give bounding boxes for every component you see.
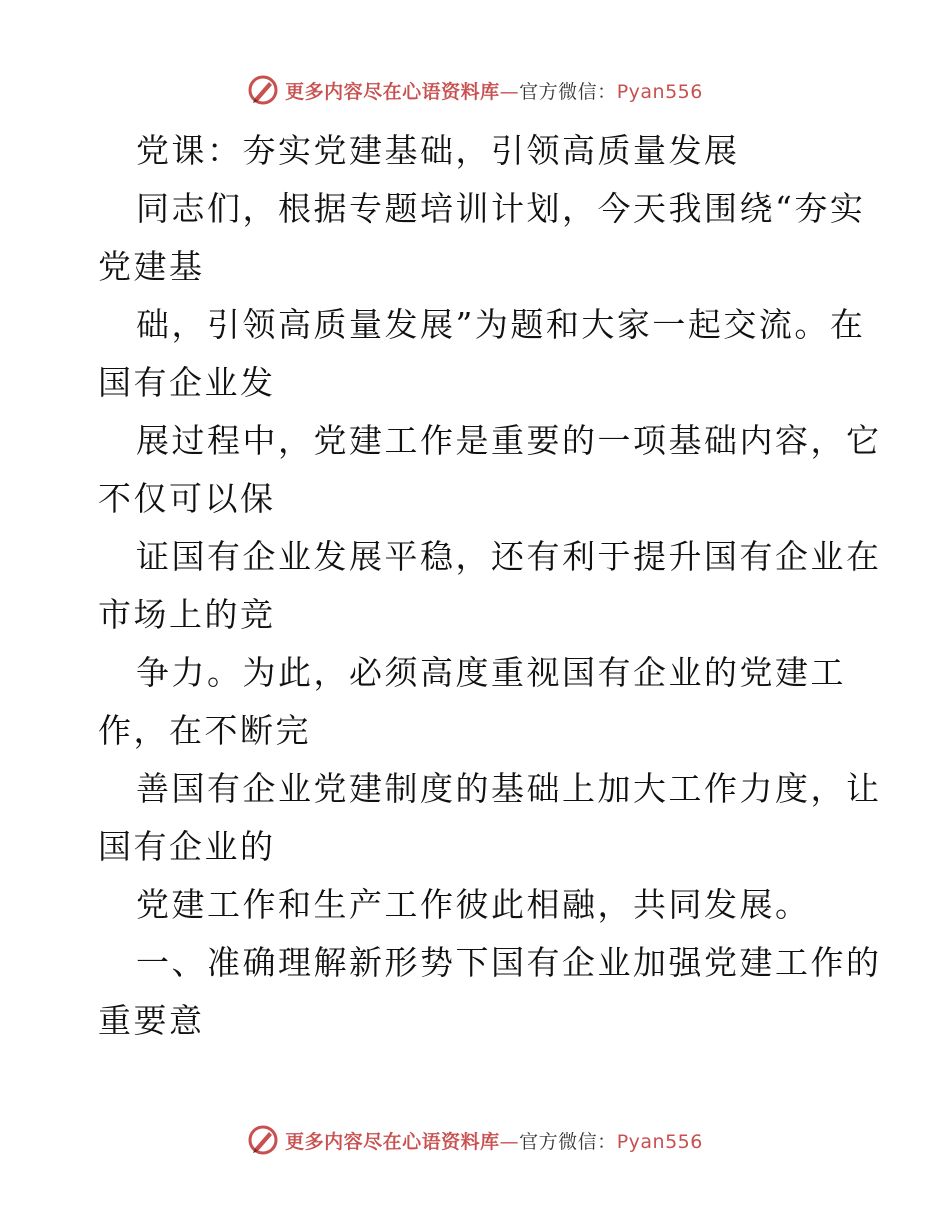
- paragraph-line: 展过程中，党建工作是重要的一项基础内容，它: [136, 421, 882, 460]
- paragraph-line: 证国有企业发展平稳，还有利于提升国有企业在: [136, 537, 882, 576]
- document-title: 党课：夯实党建基础，引领高质量发展: [136, 131, 740, 170]
- paragraph-line: 国有企业发: [98, 363, 276, 402]
- paragraph-line: 市场上的竞: [98, 595, 276, 634]
- watermark-wechat-id: Pyan556: [616, 80, 703, 103]
- paragraph-line: 党建工作和生产工作彼此相融，共同发展。: [136, 885, 811, 924]
- paragraph-line: 同志们，根据专题培训计划，今天我围绕“夯实: [136, 189, 866, 228]
- paragraph-line: 善国有企业党建制度的基础上加大工作力度，让: [136, 769, 882, 808]
- watermark-wechat-label: 官方微信：: [519, 1130, 617, 1153]
- paragraph-line: 争力。为此，必须高度重视国有企业的党建工: [136, 653, 846, 692]
- document-body: [98, 122, 882, 1050]
- paragraph-line: 作，在不断完: [98, 711, 311, 750]
- paragraph-line: 党建基: [98, 247, 205, 286]
- footer-watermark: [0, 1120, 950, 1160]
- pen-logo-icon: [247, 1124, 279, 1156]
- pen-logo-icon: [247, 74, 279, 106]
- watermark-main-text: 更多内容尽在心语资料库: [285, 1130, 500, 1153]
- paragraph-line: 国有企业的: [98, 827, 276, 866]
- watermark-separator: —: [499, 1130, 520, 1153]
- watermark-wechat-id: Pyan556: [616, 1130, 703, 1153]
- paragraph-line: 不仅可以保: [98, 479, 276, 518]
- watermark-main-text: 更多内容尽在心语资料库: [285, 80, 500, 103]
- section-heading-continued: 重要意: [98, 1001, 205, 1040]
- watermark-wechat-label: 官方微信：: [519, 80, 617, 103]
- paragraph-line: 础，引领高质量发展”为题和大家一起交流。在: [136, 305, 866, 344]
- watermark-separator: —: [499, 80, 520, 103]
- header-watermark: [0, 70, 950, 110]
- section-heading: 一、准确理解新形势下国有企业加强党建工作的: [136, 943, 882, 982]
